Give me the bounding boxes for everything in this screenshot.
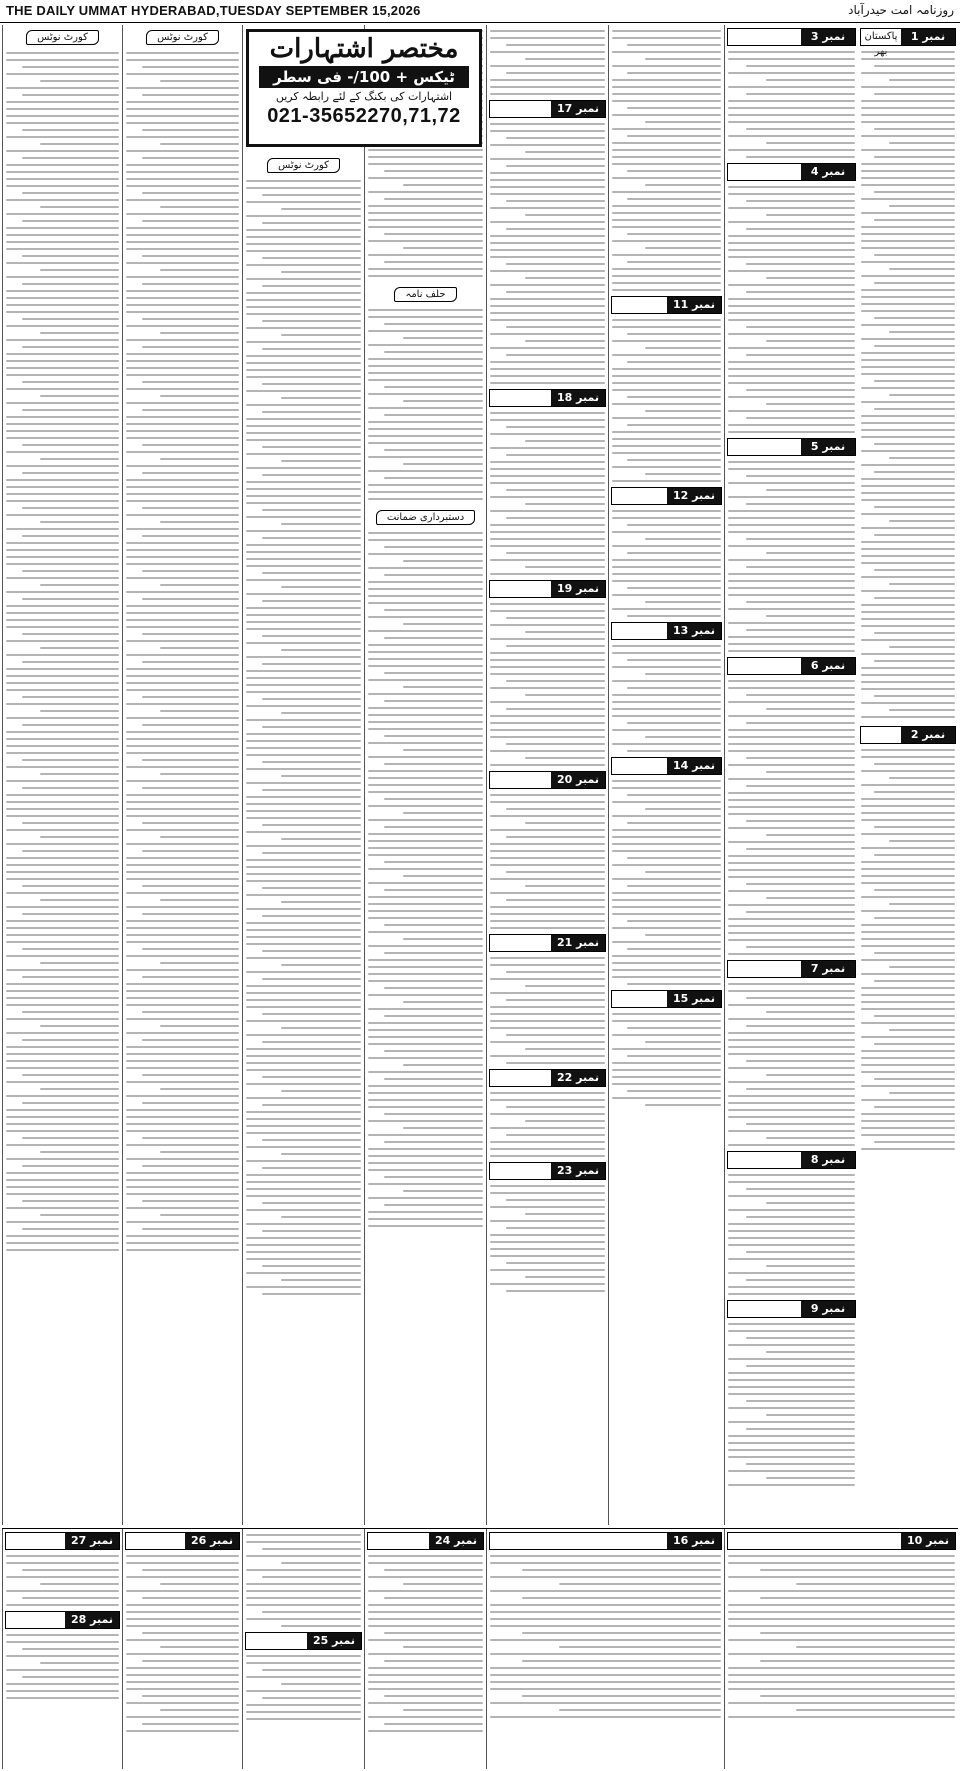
section-body bbox=[487, 1092, 608, 1157]
section-header bbox=[727, 1300, 856, 1318]
section-label bbox=[728, 29, 801, 45]
bottom-section-26 bbox=[122, 1529, 242, 1769]
column-5 bbox=[364, 25, 486, 1525]
section-number: نمبر 15 bbox=[667, 991, 721, 1007]
section-label bbox=[728, 439, 801, 455]
section-number: نمبر 18 bbox=[551, 390, 605, 406]
section-body bbox=[609, 30, 724, 291]
section-header bbox=[727, 657, 856, 675]
section-label bbox=[728, 1152, 801, 1168]
section-body bbox=[725, 983, 858, 1146]
section-body bbox=[243, 1534, 364, 1627]
section-label bbox=[6, 1533, 65, 1549]
section-body bbox=[609, 645, 724, 752]
bottom-section-25 bbox=[242, 1529, 364, 1769]
section-header bbox=[611, 990, 722, 1008]
section-header bbox=[489, 100, 606, 118]
section-header bbox=[727, 960, 856, 978]
section-label: پاکستان bbox=[861, 29, 901, 45]
column-3 bbox=[608, 25, 724, 1525]
section-number: نمبر 16 bbox=[667, 1533, 721, 1549]
section-body bbox=[487, 603, 608, 766]
court-notice-label: کورٹ نوٹس bbox=[267, 158, 340, 173]
section-header bbox=[860, 28, 956, 46]
section-body bbox=[725, 1174, 858, 1295]
column-4 bbox=[486, 25, 608, 1525]
column-7 bbox=[122, 25, 242, 1525]
column-6 bbox=[242, 25, 364, 1525]
section-number: نمبر 5 bbox=[801, 439, 855, 455]
section-header bbox=[611, 622, 722, 640]
section-number: نمبر 10 bbox=[901, 1533, 955, 1549]
section-number: نمبر 8 bbox=[801, 1152, 855, 1168]
ad-box-title: مختصر اشتہارات bbox=[269, 34, 459, 64]
notice-label-row bbox=[3, 25, 122, 47]
section-body bbox=[725, 461, 858, 652]
notice-label-row bbox=[365, 282, 486, 304]
section-label bbox=[490, 101, 551, 117]
bottom-section-10 bbox=[724, 1529, 958, 1769]
court-notice-label: کورٹ نوٹس bbox=[146, 30, 219, 45]
section-header bbox=[727, 163, 856, 181]
column-2 bbox=[724, 25, 858, 1525]
section-body bbox=[487, 30, 608, 95]
section-body bbox=[487, 957, 608, 1064]
section-number: نمبر 25 bbox=[307, 1633, 361, 1649]
section-body bbox=[725, 1555, 958, 1718]
masthead-urdu: روزنامہ امت حیدرآباد bbox=[848, 3, 954, 17]
section-body bbox=[123, 52, 242, 1251]
withdrawal-label: دستبرداری ضمانت bbox=[376, 510, 475, 525]
section-label bbox=[246, 1633, 307, 1649]
section-header bbox=[489, 771, 606, 789]
section-header bbox=[489, 1162, 606, 1180]
section-body bbox=[725, 186, 858, 433]
section-header bbox=[489, 389, 606, 407]
section-number: نمبر 6 bbox=[801, 658, 855, 674]
section-body bbox=[3, 1555, 122, 1606]
section-header bbox=[5, 1611, 120, 1629]
bottom-section-16 bbox=[486, 1529, 724, 1769]
section-header bbox=[489, 934, 606, 952]
classified-page bbox=[2, 25, 958, 1769]
section-number: نمبر 17 bbox=[551, 101, 605, 117]
section-label bbox=[612, 758, 667, 774]
section-label bbox=[490, 1163, 551, 1179]
section-number: نمبر 1 bbox=[901, 29, 955, 45]
section-label bbox=[612, 488, 667, 504]
section-header bbox=[489, 1069, 606, 1087]
section-label bbox=[728, 658, 801, 674]
section-label bbox=[861, 727, 901, 743]
section-number: نمبر 2 bbox=[901, 727, 955, 743]
section-number: نمبر 13 bbox=[667, 623, 721, 639]
section-label bbox=[6, 1612, 65, 1628]
section-number: نمبر 28 bbox=[65, 1612, 119, 1628]
section-header bbox=[611, 487, 722, 505]
section-label bbox=[490, 581, 551, 597]
section-body bbox=[725, 1323, 858, 1486]
section-label bbox=[612, 623, 667, 639]
section-label bbox=[490, 772, 551, 788]
ad-box-phone: 021-35652270,71,72 bbox=[267, 105, 461, 127]
affidavit-label: حلف نامہ bbox=[394, 287, 456, 302]
section-label bbox=[126, 1533, 185, 1549]
section-body bbox=[487, 412, 608, 575]
section-body bbox=[365, 532, 486, 1227]
section-number: نمبر 11 bbox=[667, 297, 721, 313]
section-body bbox=[725, 680, 858, 955]
section-body bbox=[609, 510, 724, 617]
section-body bbox=[487, 123, 608, 384]
section-number: نمبر 12 bbox=[667, 488, 721, 504]
bottom-section-24 bbox=[364, 1529, 486, 1769]
section-body bbox=[858, 51, 958, 718]
section-body bbox=[609, 319, 724, 482]
court-notice-label: کورٹ نوٹس bbox=[26, 30, 99, 45]
section-label bbox=[728, 164, 801, 180]
section-number: نمبر 27 bbox=[65, 1533, 119, 1549]
section-header bbox=[489, 1532, 722, 1550]
section-header bbox=[860, 726, 956, 744]
section-body bbox=[609, 780, 724, 985]
section-header bbox=[367, 1532, 484, 1550]
section-body bbox=[365, 1555, 486, 1732]
section-number: نمبر 19 bbox=[551, 581, 605, 597]
section-body bbox=[123, 1555, 242, 1732]
section-body bbox=[858, 749, 958, 1150]
section-header bbox=[489, 580, 606, 598]
section-label bbox=[490, 390, 551, 406]
classified-ads-box bbox=[246, 29, 482, 147]
masthead bbox=[0, 0, 960, 23]
section-number: نمبر 23 bbox=[551, 1163, 605, 1179]
section-number: نمبر 26 bbox=[185, 1533, 239, 1549]
ad-box-subtitle: اشتہارات کی بکنگ کے لئے رابطہ کریں bbox=[275, 90, 453, 103]
section-label bbox=[490, 1070, 551, 1086]
section-body bbox=[487, 1185, 608, 1292]
section-label bbox=[368, 1533, 429, 1549]
section-header bbox=[125, 1532, 240, 1550]
section-header bbox=[727, 438, 856, 456]
section-number: نمبر 7 bbox=[801, 961, 855, 977]
section-number: نمبر 24 bbox=[429, 1533, 483, 1549]
section-label bbox=[490, 935, 551, 951]
section-header bbox=[611, 296, 722, 314]
masthead-english: THE DAILY UMMAT HYDERABAD,TUESDAY SEPTEMBER 15,2026 bbox=[6, 3, 421, 18]
notice-label-row bbox=[365, 505, 486, 527]
section-number: نمبر 4 bbox=[801, 164, 855, 180]
section-label bbox=[490, 1533, 667, 1549]
section-header bbox=[727, 28, 856, 46]
section-body bbox=[725, 51, 858, 158]
section-body bbox=[3, 1634, 122, 1699]
section-body bbox=[3, 52, 122, 1251]
section-header bbox=[245, 1632, 362, 1650]
section-label bbox=[728, 961, 801, 977]
column-8 bbox=[2, 25, 122, 1525]
section-number: نمبر 9 bbox=[801, 1301, 855, 1317]
section-number: نمبر 20 bbox=[551, 772, 605, 788]
section-header bbox=[5, 1532, 120, 1550]
section-label bbox=[612, 297, 667, 313]
section-number: نمبر 14 bbox=[667, 758, 721, 774]
section-label bbox=[728, 1533, 901, 1549]
section-body bbox=[365, 309, 486, 500]
ad-box-rate: ٹیکس + 100/- فی سطر bbox=[259, 66, 469, 88]
column-1 bbox=[858, 25, 958, 1525]
section-number: نمبر 3 bbox=[801, 29, 855, 45]
section-number: نمبر 21 bbox=[551, 935, 605, 951]
section-header bbox=[727, 1151, 856, 1169]
section-body bbox=[487, 1555, 724, 1718]
section-label bbox=[728, 1301, 801, 1317]
section-body bbox=[243, 180, 364, 1295]
notice-label-row bbox=[243, 153, 364, 175]
section-header bbox=[727, 1532, 956, 1550]
section-body bbox=[609, 1013, 724, 1106]
section-number: نمبر 22 bbox=[551, 1070, 605, 1086]
section-header bbox=[611, 757, 722, 775]
section-body bbox=[487, 794, 608, 929]
bottom-section-27 bbox=[2, 1529, 122, 1769]
bottom-row bbox=[2, 1528, 958, 1769]
section-body bbox=[243, 1655, 364, 1720]
section-label bbox=[612, 991, 667, 1007]
notice-label-row bbox=[123, 25, 242, 47]
